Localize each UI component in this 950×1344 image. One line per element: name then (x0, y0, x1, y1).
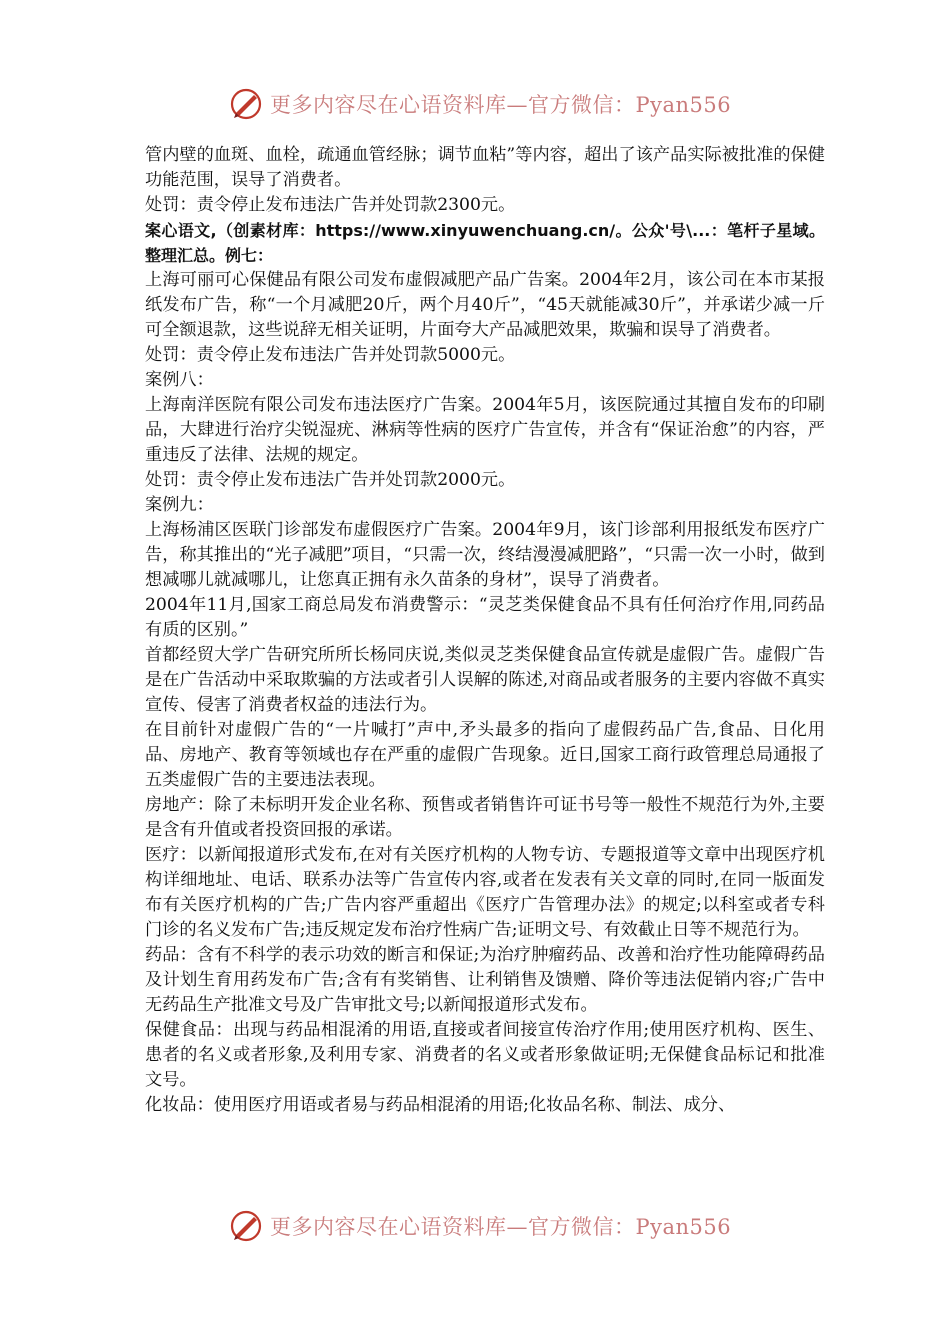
footer-banner (228, 1206, 732, 1246)
paragraph: 案例八： (145, 370, 214, 390)
paragraph-bold: 案心语文,（创素材库：https://www.xinyuwenchuang.cn/。公众'号\...：笔杆子星域。整理汇总。例七： (145, 221, 825, 265)
paragraph: 案例九： (145, 495, 214, 515)
footer-banner-text: 更多内容尽在心语资料库—官方微信：Pyan556 (270, 1215, 732, 1239)
paragraph: 药品：含有不科学的表示功效的断言和保证;为治疗肿瘤药品、改善和治疗性功能障碍药品及计划生育用药发布广告;含有有奖销售、让利销售及馈赠、降价等违法促销内容;广告中无药品生产批准文号及广告审批文号;以新闻报道形式发布。 (145, 945, 825, 1015)
paragraph: 上海杨浦区医联门诊部发布虚假医疗广告案。2004年9月，该门诊部利用报纸发布医疗广告，称其推出的“光子减肥”项目，“只需一次，终结漫漫减肥路”，“只需一次一小时，做到想减哪儿就减哪儿，让您真正拥有永久苗条的身材”，误导了消费者。 (145, 520, 825, 590)
paragraph: 在目前针对虚假广告的“一片喊打”声中,矛头最多的指向了虚假药品广告,食品、日化用品、房地产、教育等领域也存在严重的虚假广告现象。近日,国家工商行政管理总局通报了五类虚假广告的主要违法表现。 (145, 720, 825, 790)
paragraph: 上海可丽可心保健品有限公司发布虚假减肥产品广告案。2004年2月，该公司在本市某报纸发布广告，称“一个月减肥20斤，两个月40斤”，“45天就能减30斤”，并承诺少减一斤可全额退款，这些说辞无相关证明，片面夸大产品减肥效果，欺骗和误导了消费者。 (145, 270, 825, 340)
header-banner (228, 84, 732, 124)
paragraph: 2004年11月,国家工商总局发布消费警示：“灵芝类保健食品不具有任何治疗作用,同药品有质的区别。” (145, 595, 825, 640)
paragraph: 处罚：责令停止发布违法广告并处罚款5000元。 (145, 345, 516, 365)
paragraph: 管内壁的血斑、血栓，疏通血管经脉；调节血粘”等内容，超出了该产品实际被批准的保健功能范围，误导了消费者。 (145, 145, 825, 190)
pen-logo-icon (228, 1208, 264, 1244)
paragraph: 医疗：以新闻报道形式发布,在对有关医疗机构的人物专访、专题报道等文章中出现医疗机构详细地址、电话、联系办法等广告宣传内容,或者在发表有关文章的同时,在同一版面发布有关医疗机构的广告;广告内容严重超出《医疗广告管理办法》的规定;以科室或者专科门诊的名义发布广告;违反规定发布治疗性病广告;证明文号、有效截止日等不规范行为。 (145, 845, 825, 940)
paragraph: 处罚：责令停止发布违法广告并处罚款2000元。 (145, 470, 516, 490)
pen-logo-icon (228, 86, 264, 122)
header-banner-text: 更多内容尽在心语资料库—官方微信：Pyan556 (270, 93, 732, 117)
paragraph: 上海南洋医院有限公司发布违法医疗广告案。2004年5月，该医院通过其擅自发布的印刷品，大肆进行治疗尖锐湿疣、淋病等性病的医疗广告宣传，并含有“保证治愈”的内容，严重违反了法律、法规的规定。 (145, 395, 825, 465)
paragraph: 保健食品：出现与药品相混淆的用语,直接或者间接宣传治疗作用;使用医疗机构、医生、患者的名义或者形象,及利用专家、消费者的名义或者形象做证明;无保健食品标记和批准文号。 (145, 1020, 825, 1090)
paragraph: 房地产：除了未标明开发企业名称、预售或者销售许可证书号等一般性不规范行为外,主要是含有升值或者投资回报的承诺。 (145, 795, 825, 840)
paragraph: 处罚：责令停止发布违法广告并处罚款2300元。 (145, 195, 516, 215)
paragraph: 化妆品：使用医疗用语或者易与药品相混淆的用语;化妆品名称、制法、成分、 (145, 1095, 736, 1115)
document-body (145, 143, 825, 1118)
paragraph: 首都经贸大学广告研究所所长杨同庆说,类似灵芝类保健食品宣传就是虚假广告。虚假广告是在广告活动中采取欺骗的方法或者引人误解的陈述,对商品或者服务的主要内容做不真实宣传、侵害了消费者权益的违法行为。 (145, 645, 825, 715)
